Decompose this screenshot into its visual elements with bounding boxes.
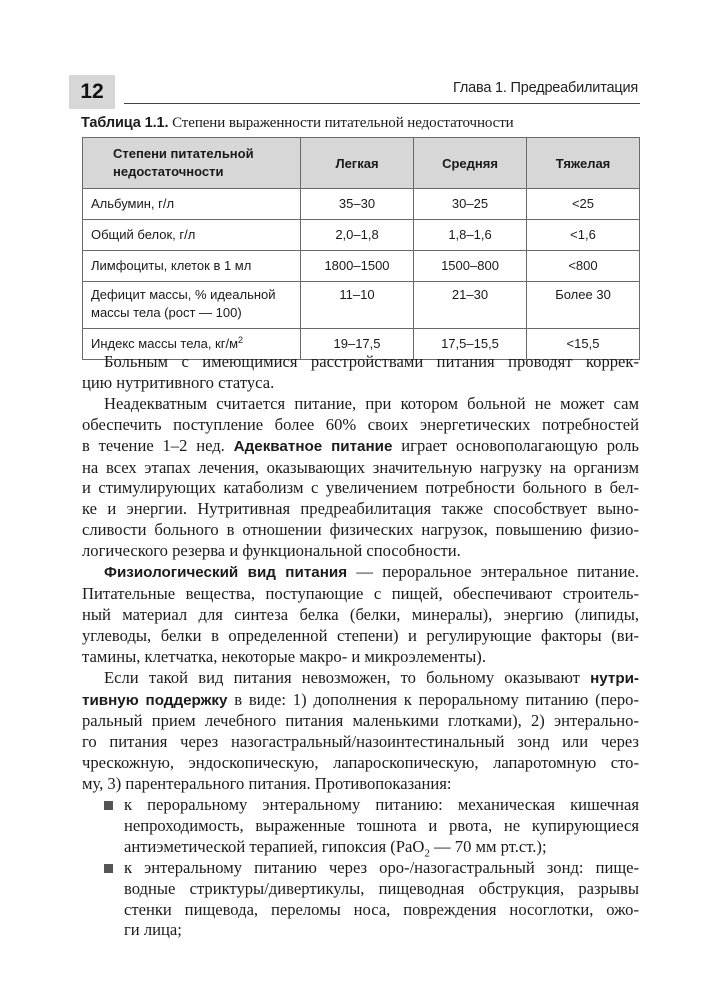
text-line: стенки пищевода, переломы носа, повреждения носоглотки, ожо- — [124, 899, 639, 919]
text-line: Питательные вещества, поступающие с пищей, обеспечивают строитель- — [82, 583, 639, 603]
text-line — [82, 436, 639, 458]
table-caption — [81, 115, 641, 132]
table-cell: 1,8–1,6 — [414, 220, 527, 251]
header-cell-mild: Легкая — [301, 138, 414, 189]
table-cell: 30–25 — [414, 189, 527, 220]
table-row — [83, 220, 640, 251]
text-line — [82, 668, 639, 690]
text-run: к энтеральному питанию через оро-/назогастральный зонд: пище- — [124, 857, 639, 877]
table-cell: 1800–1500 — [301, 251, 414, 282]
row-label: Общий белок, г/л — [83, 220, 301, 251]
table-row — [83, 189, 640, 220]
row-label: Альбумин, г/л — [83, 189, 301, 220]
text-line: ке и энергии. Нутритивная предреабилитация также способствует выно- — [82, 499, 639, 519]
text-line — [82, 690, 639, 712]
nutrition-table — [82, 137, 640, 360]
header-cell-severe: Тяжелая — [527, 138, 640, 189]
table-cell: <1,6 — [527, 220, 640, 251]
subscript: 2 — [424, 847, 430, 860]
text-line: Неадекватным считается питание, при котором больной не может сам — [104, 393, 639, 413]
bold-term: тивную поддержку — [82, 691, 228, 709]
text-line: тамины, клетчатка, некоторые макро- и микроэлементы). — [82, 646, 486, 666]
table-cell: <25 — [527, 189, 640, 220]
text-line: водные стриктуры/дивертикулы, пищеводная обструкция, разрывы — [124, 878, 639, 898]
table-cell: 1500–800 — [414, 251, 527, 282]
square-bullet-icon — [104, 864, 113, 873]
table-caption-label: Таблица 1.1. — [81, 115, 169, 131]
row-label-text: Индекс массы тела, кг/м — [91, 336, 239, 351]
text-run: в виде: 1) дополнения к пероральному питанию (перо- — [227, 689, 639, 709]
row-label — [83, 282, 301, 329]
text-line: углеводы, белки в определенной степени) и регулирующие факторы (ви- — [82, 625, 639, 645]
text-line: ный материал для синтеза белка (белки, минералы), энергию (липиды, — [82, 604, 639, 624]
text-line: на всех этапах лечения, оказывающих значительную нагрузку на организм — [82, 457, 639, 477]
text-line: чрескожную, эндоскопическую, лапароскопическую, лапаротомную сто- — [82, 753, 639, 773]
row-label-superscript: 2 — [238, 335, 244, 345]
text-line — [82, 562, 639, 584]
text-line: Больным с имеющимися расстройствами питания проводят коррек- — [104, 352, 639, 371]
table-row — [83, 282, 640, 329]
table-cell: 35–30 — [301, 189, 414, 220]
text-line: ги лица; — [124, 920, 182, 940]
text-line: непроходимость, выраженные тошнота и рвота, не купирующиеся — [124, 815, 639, 835]
running-header: Глава 1. Предреабилитация — [453, 80, 638, 96]
text-line: го питания через назогастральный/назоинтестинальный зонд или через — [82, 732, 639, 752]
text-line: логического резерва и функциональной способности. — [82, 541, 461, 561]
bold-term: Физиологический вид питания — [104, 564, 348, 582]
header-line: Степени питательной — [113, 146, 254, 161]
text-line: обеспечить поступление более 60% своих энергетических потребностей — [82, 414, 639, 434]
bold-term: Адекватное питание — [233, 437, 393, 455]
text-run: Если такой вид питания невозможен, то больному оказывают — [104, 667, 591, 687]
text-line: и стимулирующих катаболизм с увеличением потребности больного в бел- — [82, 478, 639, 498]
table-header-row — [83, 138, 640, 189]
bullet-item-line — [82, 858, 639, 879]
text-line: цию нутритивного статуса. — [82, 372, 275, 392]
bold-term: нутри- — [590, 669, 639, 687]
text-run: антиэметической терапией, гипоксия (PaO — [124, 836, 425, 856]
text-run: играет основополагающую роль — [392, 435, 639, 455]
row-label: Лимфоциты, клеток в 1 мл — [83, 251, 301, 282]
text-line: ральный прием лечебного питания маленькими глотками), 2) энтерально- — [82, 711, 639, 731]
square-bullet-icon — [104, 801, 113, 810]
text-run: — пероральное энтеральное питание. — [347, 562, 639, 582]
header-cell-degrees — [83, 138, 301, 189]
table-row — [83, 251, 640, 282]
header-rule — [124, 103, 640, 104]
table-cell: <800 — [527, 251, 640, 282]
table-cell: 19–17,5 — [301, 329, 414, 360]
table-cell: 2,0–1,8 — [301, 220, 414, 251]
table-cell: 21–30 — [414, 282, 527, 329]
text-run: к пероральному энтеральному питанию: механическая кишечная — [124, 795, 639, 815]
table-caption-text: Степени выраженности питательной недостаточности — [168, 115, 514, 131]
text-line — [82, 837, 639, 858]
text-run: в течение 1–2 нед. — [82, 435, 234, 455]
header-cell-moderate: Средняя — [414, 138, 527, 189]
row-label-line: массы тела (рост — 100) — [91, 305, 242, 320]
text-line: му, 3) парентерального питания. Противопоказания: — [82, 774, 452, 794]
table-cell: 17,5–15,5 — [414, 329, 527, 360]
page-number: 12 — [69, 75, 115, 109]
header-line: недостаточности — [113, 164, 224, 179]
table-cell: <15,5 — [527, 329, 640, 360]
bullet-item-line — [82, 795, 639, 816]
text-run: — 70 мм рт.ст.); — [429, 836, 547, 856]
text-line: сливости больного в отношении физических нагрузок, повышению физио- — [82, 520, 639, 540]
row-label-line: Дефицит массы, % идеальной — [91, 287, 276, 302]
table-cell: 11–10 — [301, 282, 414, 329]
body-text — [82, 352, 639, 941]
table-cell: Более 30 — [527, 282, 640, 329]
